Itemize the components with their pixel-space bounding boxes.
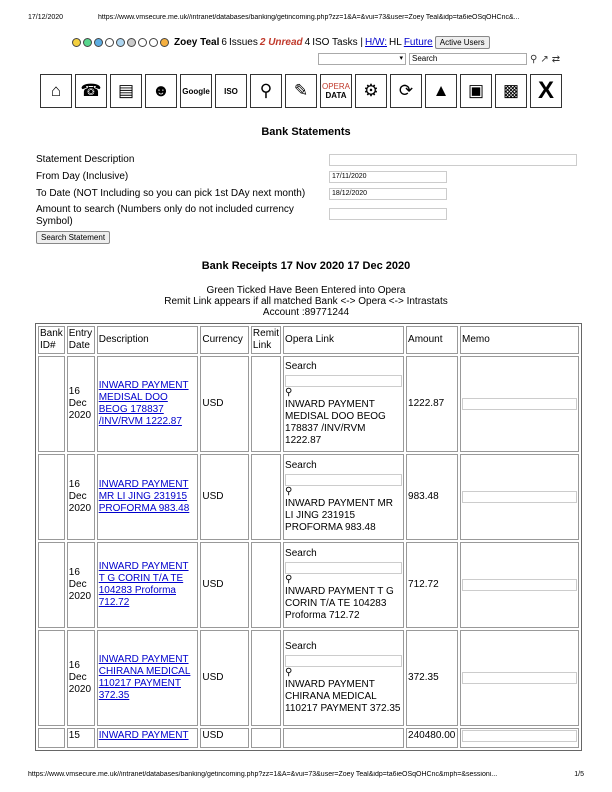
amount-label: Amount to search (Numbers only do not included currency Symbol) xyxy=(36,204,294,227)
currency-cell: USD xyxy=(200,630,249,726)
pen-icon[interactable] xyxy=(94,38,103,47)
future-link[interactable]: Future xyxy=(403,37,433,48)
footer-url: https://www.vmsecure.me.uk//intranet/databases/banking/getincoming.php?zz=1&A=&vui=73&user=Zoey Teal&idp=ta6ieOSqOHCnc&mph=&sessioni... xyxy=(28,771,498,778)
memo-input[interactable] xyxy=(462,579,577,591)
opera-search-input[interactable] xyxy=(285,562,402,574)
note-green-ticked: Green Ticked Have Been Entered into Opera xyxy=(206,285,406,296)
iso-icon[interactable] xyxy=(215,74,247,108)
opera-label: OPERA xyxy=(321,82,350,91)
header-amount: Amount xyxy=(406,326,458,354)
search-icon[interactable]: ⚲ xyxy=(530,53,538,65)
issues-label: Issues xyxy=(228,37,258,48)
key-icon[interactable] xyxy=(105,38,114,47)
print-header xyxy=(28,14,584,21)
opera-search-label: Search xyxy=(285,641,317,652)
memo-cell xyxy=(460,630,579,726)
opera-link-cell xyxy=(283,542,404,628)
page-title: Bank Statements xyxy=(261,126,351,138)
entry-date-cell: 16 Dec 2020 xyxy=(67,630,95,726)
user-name: Zoey Teal xyxy=(174,37,220,48)
opera-link-cell xyxy=(283,356,404,452)
settings-icon[interactable] xyxy=(127,38,136,47)
bank-id-cell xyxy=(38,356,65,452)
opera-search-input[interactable] xyxy=(285,474,402,486)
top-status-bar xyxy=(72,36,490,49)
memo-input[interactable] xyxy=(462,398,577,410)
opera-search-icon[interactable]: ⚲ xyxy=(285,387,293,398)
entry-date-cell: 15 xyxy=(67,728,95,748)
opera-search-icon[interactable]: ⚲ xyxy=(285,574,293,585)
opera-link-cell xyxy=(283,728,404,748)
entry-date-cell: 16 Dec 2020 xyxy=(67,356,95,452)
memo-cell xyxy=(460,728,579,748)
description-link[interactable]: INWARD PAYMENT MEDISAL DOO BEOG 178837 /INV/RVM 1222.87 xyxy=(98,380,189,427)
amount-cell: 240480.00 xyxy=(406,728,458,748)
currency-cell: USD xyxy=(200,542,249,628)
opera-match-text: INWARD PAYMENT T G CORIN T/A TE 104283 Proforma 712.72 xyxy=(285,586,394,621)
data-label: DATA xyxy=(325,91,347,100)
description-cell xyxy=(97,630,199,726)
remit-link-cell xyxy=(251,356,281,452)
remit-link-cell xyxy=(251,542,281,628)
receipts-table xyxy=(35,323,582,751)
header-entry-date: Entry Date xyxy=(67,326,95,354)
face-icon[interactable] xyxy=(160,38,169,47)
bank-id-cell xyxy=(38,728,65,748)
globe-icon[interactable] xyxy=(83,38,92,47)
users-icon[interactable]: ☻ xyxy=(145,74,177,108)
from-day-label: From Day (Inclusive) xyxy=(36,171,129,182)
entry-date-cell: 16 Dec 2020 xyxy=(67,542,95,628)
memo-input[interactable] xyxy=(462,491,577,503)
memo-input[interactable] xyxy=(462,672,577,684)
refresh-icon[interactable]: ⟳ xyxy=(390,74,422,108)
receipts-title: Bank Receipts 17 Nov 2020 17 Dec 2020 xyxy=(201,260,411,272)
opera-link-cell xyxy=(283,454,404,540)
close-icon[interactable]: X xyxy=(530,74,562,108)
memo-cell xyxy=(460,454,579,540)
description-cell xyxy=(97,356,199,452)
search-input[interactable]: Search xyxy=(409,53,527,65)
note-remit-link: Remit Link appears if all matched Bank <-> Opera <-> Intrastats xyxy=(164,296,448,307)
currency-cell: USD xyxy=(200,454,249,540)
opera-match-text: INWARD PAYMENT MR LI JING 231915 PROFORMA 983.48 xyxy=(285,498,394,533)
description-link[interactable]: INWARD PAYMENT T G CORIN T/A TE 104283 Proforma 712.72 xyxy=(98,561,189,608)
memo-cell xyxy=(460,542,579,628)
description-link[interactable]: INWARD PAYMENT MR LI JING 231915 PROFORMA 983.48 xyxy=(98,479,190,514)
memo-input[interactable] xyxy=(462,730,577,742)
receipts-notes xyxy=(0,285,612,318)
print-url: https://www.vmsecure.me.uk//intranet/databases/banking/getincoming.php?zz=1&A=&vui=73&user=Zoey Teal&idp=ta6ieOSqOHCnc&... xyxy=(98,14,520,21)
bank-id-cell xyxy=(38,630,65,726)
amount-cell: 983.48 xyxy=(406,454,458,540)
iso-tool-label: ISO xyxy=(224,86,238,96)
table-row xyxy=(38,454,579,540)
opera-search-label: Search xyxy=(285,548,317,559)
opera-match-text: INWARD PAYMENT MEDISAL DOO BEOG 178837 /INV/RVM 1222.87 xyxy=(285,399,386,446)
currency-cell: USD xyxy=(200,356,249,452)
google-label: Google xyxy=(182,86,210,96)
iso-label: ISO Tasks | xyxy=(312,37,363,48)
header-currency: Currency xyxy=(200,326,249,354)
remit-link-cell xyxy=(251,454,281,540)
table-row xyxy=(38,630,579,726)
header-description: Description xyxy=(97,326,199,354)
amount-cell: 1222.87 xyxy=(406,356,458,452)
external-link-icon[interactable]: ↗ xyxy=(540,53,549,65)
document-icon[interactable]: ▤ xyxy=(110,74,142,108)
edit-icon[interactable]: ✎ xyxy=(285,74,317,108)
unread-count[interactable]: 2 Unread xyxy=(259,37,303,48)
to-date-input[interactable]: 18/12/2020 xyxy=(329,188,447,200)
chart-icon[interactable]: ▲ xyxy=(425,74,457,108)
opera-match-text: INWARD PAYMENT CHIRANA MEDICAL 110217 PAYMENT 372.35 xyxy=(285,679,401,714)
entry-date-cell: 16 Dec 2020 xyxy=(67,454,95,540)
search-select[interactable]: ▾ xyxy=(318,53,406,65)
remit-link-cell xyxy=(251,728,281,748)
google-icon[interactable] xyxy=(180,74,212,108)
print-date: 17/12/2020 xyxy=(28,14,64,21)
swap-icon[interactable]: ⇄ xyxy=(551,53,561,65)
table-row xyxy=(38,728,579,748)
statement-description-label: Statement Description xyxy=(36,154,135,165)
opera-search-label: Search xyxy=(285,460,317,471)
description-link[interactable]: INWARD PAYMENT CHIRANA MEDICAL 110217 PAYMENT 372.35 xyxy=(98,654,191,701)
table-row xyxy=(38,542,579,628)
opera-search-input[interactable] xyxy=(285,655,402,667)
memo-cell xyxy=(460,356,579,452)
header-opera-link: Opera Link xyxy=(283,326,404,354)
description-cell xyxy=(97,542,199,628)
search-statement-button[interactable]: Search Statement xyxy=(36,231,110,244)
phone-icon[interactable]: ☎ xyxy=(75,74,107,108)
opera-search-icon[interactable]: ⚲ xyxy=(285,667,293,678)
book-icon[interactable]: ▩ xyxy=(495,74,527,108)
bank-id-cell xyxy=(38,454,65,540)
description-cell xyxy=(97,454,199,540)
opera-search-label: Search xyxy=(285,361,317,372)
gears-icon[interactable]: ⚙ xyxy=(355,74,387,108)
opera-data-icon[interactable] xyxy=(320,74,352,108)
amount-input[interactable] xyxy=(329,208,447,220)
header-bank-id: Bank ID# xyxy=(38,326,65,354)
page-icon[interactable] xyxy=(149,38,158,47)
to-date-label: To Date (NOT Including so you can pick 1st DAy next month) xyxy=(36,188,306,199)
amount-cell: 712.72 xyxy=(406,542,458,628)
page-number: 1/5 xyxy=(574,771,584,778)
issues-count: 6 xyxy=(221,37,227,48)
statement-description-input[interactable] xyxy=(329,154,577,166)
header-memo: Memo xyxy=(460,326,579,354)
amount-cell: 372.35 xyxy=(406,630,458,726)
hl-label: HL xyxy=(389,37,402,48)
opera-search-input[interactable] xyxy=(285,375,402,387)
grid-icon[interactable] xyxy=(138,38,147,47)
description-cell xyxy=(97,728,199,748)
bank-id-cell xyxy=(38,542,65,628)
active-users-button[interactable]: Active Users xyxy=(435,36,490,49)
iso-count: 4 xyxy=(304,37,311,48)
box-icon[interactable]: ▣ xyxy=(460,74,492,108)
search-row xyxy=(318,53,560,65)
main-toolbar xyxy=(40,74,562,108)
header-remit-link: Remit Link xyxy=(251,326,281,354)
home-icon[interactable]: ⌂ xyxy=(40,74,72,108)
table-row xyxy=(38,356,579,452)
opera-search-icon[interactable]: ⚲ xyxy=(285,486,293,497)
table-header-row xyxy=(38,326,579,354)
star-icon[interactable] xyxy=(72,38,81,47)
magnifier-icon[interactable]: ⚲ xyxy=(250,74,282,108)
print-footer xyxy=(28,771,584,778)
currency-cell: USD xyxy=(200,728,249,748)
description-link[interactable]: INWARD PAYMENT xyxy=(98,730,189,741)
account-number: Account :89771244 xyxy=(262,307,350,318)
remit-link-cell xyxy=(251,630,281,726)
opera-link-cell xyxy=(283,630,404,726)
lens-icon[interactable] xyxy=(116,38,125,47)
from-day-input[interactable]: 17/11/2020 xyxy=(329,171,447,183)
hw-link[interactable]: H/W: xyxy=(364,37,388,48)
